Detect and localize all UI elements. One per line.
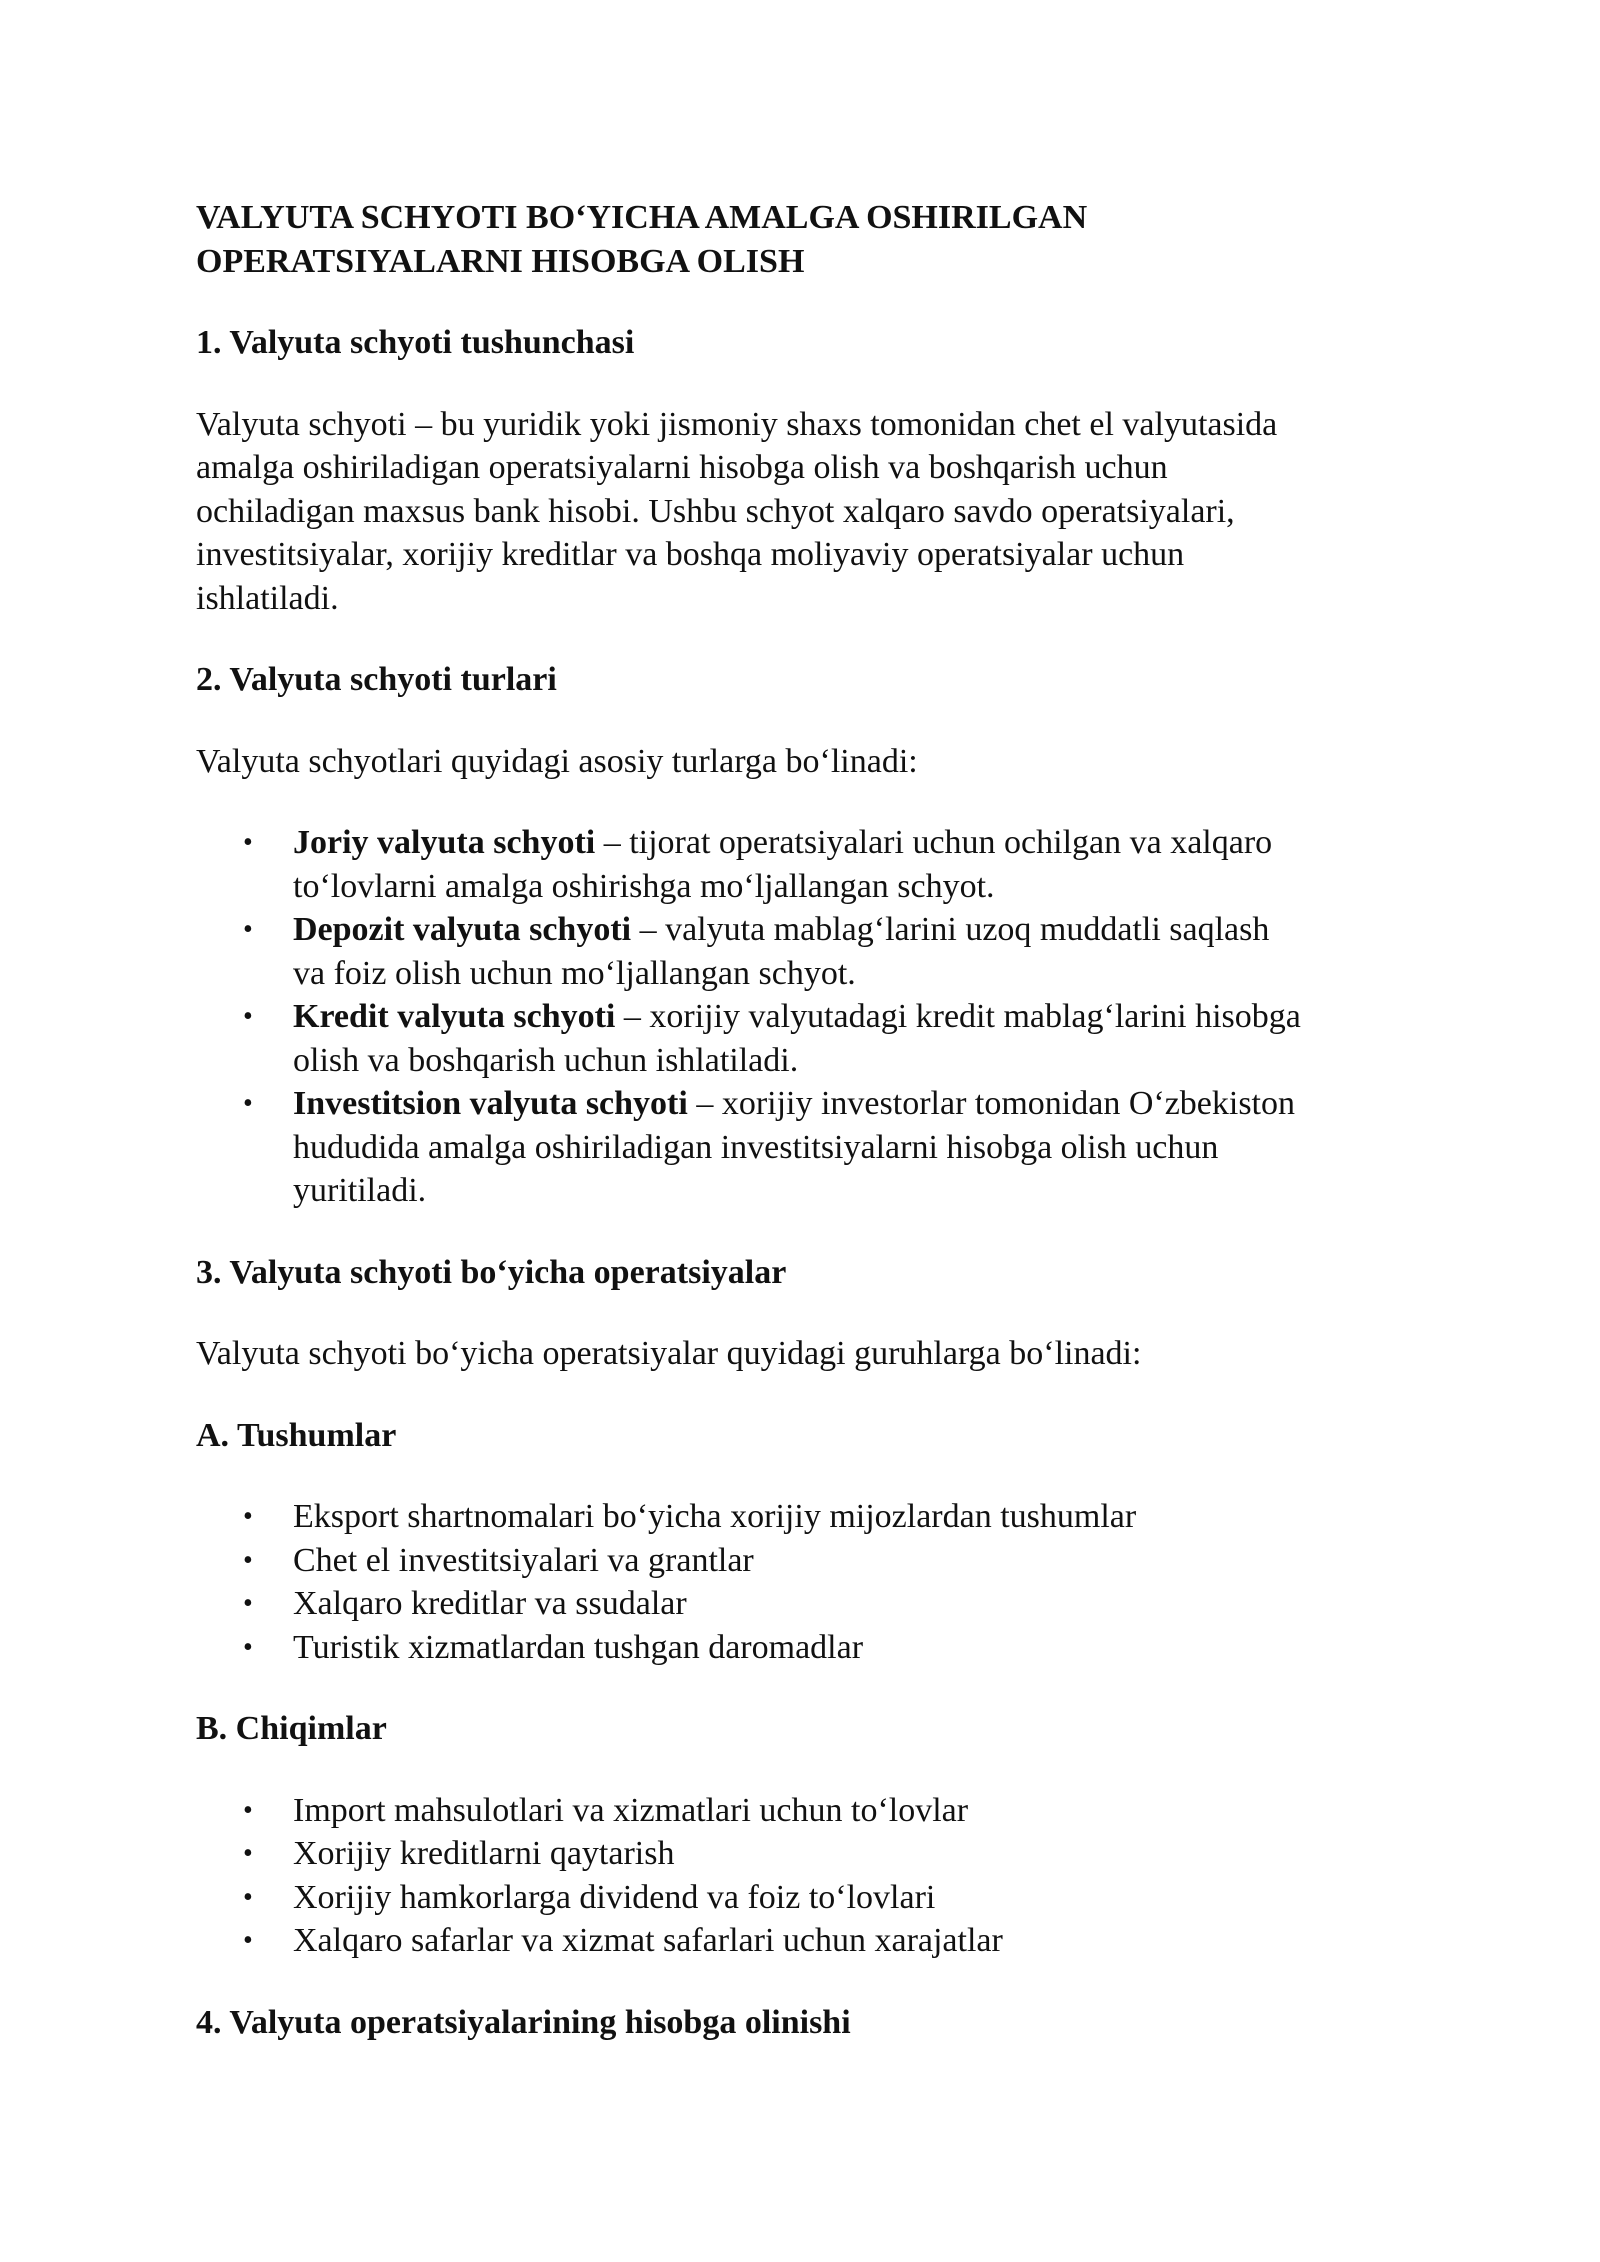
title-line-1: VALYUTA SCHYOTI BO‘YICHA AMALGA OSHIRILGAN <box>196 199 1088 236</box>
list-item-text: olish va boshqarish uchun ishlatiladi. <box>293 1041 799 1079</box>
section-2-intro: Valyuta schyotlari quyidagi asosiy turlarga bo‘linadi: <box>196 742 918 780</box>
paragraph-line: ochiladigan maxsus bank hisobi. Ushbu schyot xalqaro savdo operatsiyalari, <box>196 492 1235 530</box>
title-line-2: OPERATSIYALARNI HISOBGA OLISH <box>196 242 805 280</box>
list-item <box>196 1876 1436 1920</box>
bullet-icon: • <box>243 1925 253 1956</box>
list-item-text: Xorijiy kreditlarni qaytarish <box>293 1835 675 1872</box>
list-item-text: – tijorat operatsiyalari uchun ochilgan va xalqaro <box>595 824 1273 861</box>
bullet-icon: • <box>243 1631 253 1663</box>
list-item-text: hududida amalga oshiriladigan investitsiyalarni hisobga olish uchun <box>293 1128 1219 1166</box>
list-item-text: Import mahsulotlari va xizmatlari uchun to‘lovlar <box>293 1791 969 1829</box>
list-item-text: yuritiladi. <box>293 1172 427 1209</box>
list-item-text: to‘lovlarni amalga oshirishga mo‘ljallangan schyot. <box>293 867 995 905</box>
list-item <box>196 908 1436 995</box>
list-item-text: – xorijiy investorlar tomonidan O‘zbekiston <box>687 1085 1295 1122</box>
list-item-term: Investitsion valyuta schyoti <box>293 1085 688 1122</box>
paragraph-line: amalga oshiriladigan operatsiyalarni hisobga olish va boshqarish uchun <box>196 449 1168 486</box>
group-b-heading: B. Chiqimlar <box>196 1710 387 1747</box>
section-1-heading: 1. Valyuta schyoti tushunchasi <box>196 324 635 361</box>
bullet-icon: • <box>243 1838 253 1869</box>
list-item <box>196 1082 1436 1213</box>
list-item <box>196 995 1436 1082</box>
receipts-list <box>196 1495 1436 1669</box>
list-item-text: Xorijiy hamkorlarga dividend va foiz to‘lovlari <box>293 1878 936 1916</box>
bullet-icon: • <box>243 914 253 945</box>
bullet-icon: • <box>243 827 253 858</box>
bullet-icon: • <box>243 1001 253 1032</box>
bullet-icon: • <box>243 1544 253 1576</box>
list-item-text: – xorijiy valyutadagi kredit mablag‘larini hisobga <box>615 998 1301 1035</box>
bullet-icon: • <box>243 1881 253 1913</box>
paragraph-line: ishlatiladi. <box>196 579 339 617</box>
bullet-icon: • <box>243 1794 253 1826</box>
expenses-list <box>196 1789 1436 1963</box>
section-1-paragraph <box>196 403 1436 621</box>
list-item <box>196 1626 1436 1670</box>
list-item-text: Xalqaro kreditlar va ssudalar <box>293 1585 687 1622</box>
bullet-icon: • <box>243 1501 253 1532</box>
list-item-text: Chet el investitsiyalari va grantlar <box>293 1541 754 1579</box>
list-item-text: Xalqaro safarlar va xizmat safarlari uchun xarajatlar <box>293 1922 1003 1959</box>
section-4-heading: 4. Valyuta operatsiyalarining hisobga olinishi <box>196 2003 851 2041</box>
list-item-text: Turistik xizmatlardan tushgan daromadlar <box>293 1628 864 1666</box>
list-item <box>196 1832 1436 1876</box>
list-item <box>196 1539 1436 1583</box>
list-item <box>196 1495 1436 1539</box>
group-a-heading: A. Tushumlar <box>196 1416 397 1454</box>
list-item-text: Eksport shartnomalari bo‘yicha xorijiy mijozlardan tushumlar <box>293 1498 1137 1535</box>
document-title <box>196 196 1436 283</box>
paragraph-line: investitsiyalar, xorijiy kreditlar va boshqa moliyaviy operatsiyalar uchun <box>196 536 1185 573</box>
list-item <box>196 821 1436 908</box>
bullet-icon: • <box>243 1088 253 1119</box>
document-body <box>196 196 1436 2082</box>
list-item-text: – valyuta mablag‘larini uzoq muddatli saqlash <box>631 911 1270 948</box>
account-types-list <box>196 821 1436 1213</box>
list-item <box>196 1582 1436 1626</box>
paragraph-line: Valyuta schyoti – bu yuridik yoki jismoniy shaxs tomonidan chet el valyutasida <box>196 405 1278 443</box>
bullet-icon: • <box>243 1588 253 1619</box>
section-2-heading: 2. Valyuta schyoti turlari <box>196 661 557 698</box>
list-item-term: Depozit valyuta schyoti <box>293 911 632 948</box>
list-item <box>196 1919 1436 1963</box>
list-item-term: Kredit valyuta schyoti <box>293 998 616 1035</box>
section-3-heading: 3. Valyuta schyoti bo‘yicha operatsiyalar <box>196 1253 787 1291</box>
list-item-term: Joriy valyuta schyoti <box>293 824 596 861</box>
section-3-intro: Valyuta schyoti bo‘yicha operatsiyalar quyidagi guruhlarga bo‘linadi: <box>196 1335 1142 1372</box>
list-item <box>196 1789 1436 1833</box>
list-item-text: va foiz olish uchun mo‘ljallangan schyot. <box>293 954 856 992</box>
